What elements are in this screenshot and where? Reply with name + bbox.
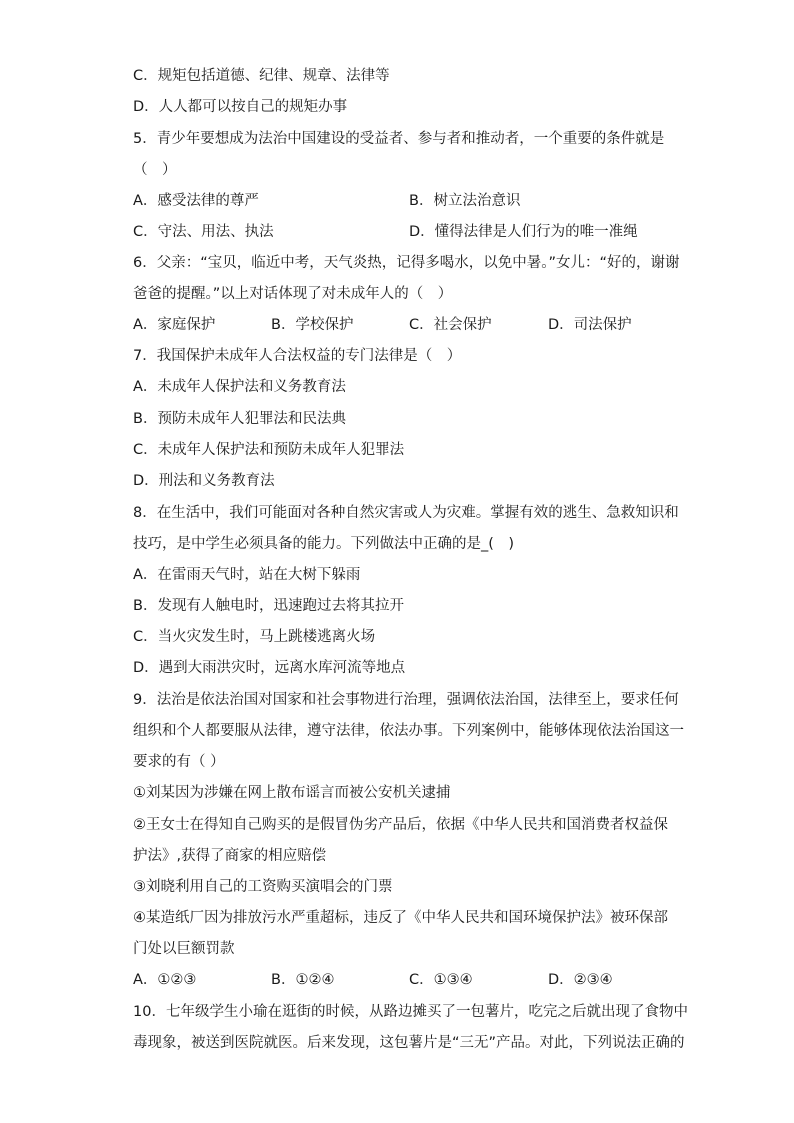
q7-stem: 7．我国保护未成年人合法权益的专门法律是（ ） — [133, 348, 462, 364]
q5-option-b: B．树立法治意识 — [409, 193, 521, 209]
q6-option-b: B．学校保护 — [271, 317, 354, 333]
q10-stem-line-1: 10．七年级学生小瑜在逛街的时候，从路边摊买了一包薯片，吃完之后就出现了食物中 — [133, 1004, 688, 1020]
q10-stem-line-2: 毒现象，被送到医院就医。后来发现，这包薯片是“三无”产品。对此，下列说法正确的 — [133, 1035, 685, 1051]
q4-option-d: D．人人都可以按自己的规矩办事 — [133, 99, 348, 115]
q9-option-b: B．①②④ — [271, 972, 335, 988]
q9-statement-4-line-1: ④某造纸厂因为排放污水严重超标，违反了《中华人民共和国环境保护法》被环保部 — [133, 910, 668, 926]
q5-option-a: A．感受法律的尊严 — [133, 193, 259, 209]
q8-option-a: A．在雷雨天气时，站在大树下躲雨 — [133, 567, 361, 583]
q9-statement-2-line-1: ②王女士在得知自己购买的是假冒伪劣产品后，依据《中华人民共和国消费者权益保 — [133, 817, 668, 833]
q9-stem-line-2: 组织和个人都要服从法律，遵守法律，依法办事。下列案例中，能够体现依法治国这一 — [133, 723, 684, 739]
q9-option-d: D．②③④ — [548, 972, 613, 988]
q8-stem-line-1: 8．在生活中，我们可能面对各种自然灾害或人为灾难。掌握有效的逃生、急救知识和 — [133, 505, 679, 521]
q8-option-c: C．当火灾发生时，马上跳楼逃离火场 — [133, 629, 376, 645]
q9-stem-line-1: 9．法治是依法治国对国家和社会事物进行治理，强调依法治国，法律至上，要求任何 — [133, 692, 679, 708]
q5-option-d: D．懂得法律是人们行为的唯一准绳 — [409, 224, 638, 240]
q7-option-c: C．未成年人保护法和预防未成年人犯罪法 — [133, 442, 405, 458]
q9-option-a: A．①②③ — [133, 972, 197, 988]
q4-option-c: C．规矩包括道德、纪律、规章、法律等 — [133, 68, 390, 84]
q9-statement-4-line-2: 门处以巨额罚款 — [133, 941, 235, 957]
q8-option-d: D．遇到大雨洪灾时，远离水库河流等地点 — [133, 660, 406, 676]
q7-option-d: D．刑法和义务教育法 — [133, 473, 275, 489]
q6-stem-line-1: 6．父亲：“宝贝，临近中考，天气炎热，记得多喝水，以免中暑。”女儿：“好的，谢谢 — [133, 255, 680, 271]
q9-statement-2-line-2: 护法》,获得了商家的相应赔偿 — [133, 848, 327, 864]
q9-option-c: C．①③④ — [409, 972, 473, 988]
q6-option-a: A．家庭保护 — [133, 317, 216, 333]
q7-option-b: B．预防未成年人犯罪法和民法典 — [133, 411, 346, 427]
q5-stem-line-1: 5．青少年要想成为法治中国建设的受益者、参与者和推动者，一个重要的条件就是 — [133, 131, 665, 147]
q6-stem-line-2: 爸爸的提醒。”以上对话体现了对未成年人的（ ） — [133, 286, 453, 302]
q9-stem-line-3: 要求的有（ ） — [133, 754, 225, 770]
q8-option-b: B．发现有人触电时，迅速跑过去将其拉开 — [133, 598, 404, 614]
q6-option-d: D．司法保护 — [548, 317, 632, 333]
q6-option-c: C．社会保护 — [409, 317, 492, 333]
q5-stem-line-2: （ ） — [133, 162, 177, 178]
q9-statement-3: ③刘晓利用自己的工资购买演唱会的门票 — [133, 879, 393, 895]
q7-option-a: A．未成年人保护法和义务教育法 — [133, 379, 346, 395]
q9-statement-1: ①刘某因为涉嫌在网上散布谣言而被公安机关逮捕 — [133, 785, 451, 801]
q8-stem-line-2: 技巧，是中学生必须具备的能力。下列做法中正确的是_( ) — [133, 536, 515, 552]
q5-option-c: C．守法、用法、执法 — [133, 224, 274, 240]
